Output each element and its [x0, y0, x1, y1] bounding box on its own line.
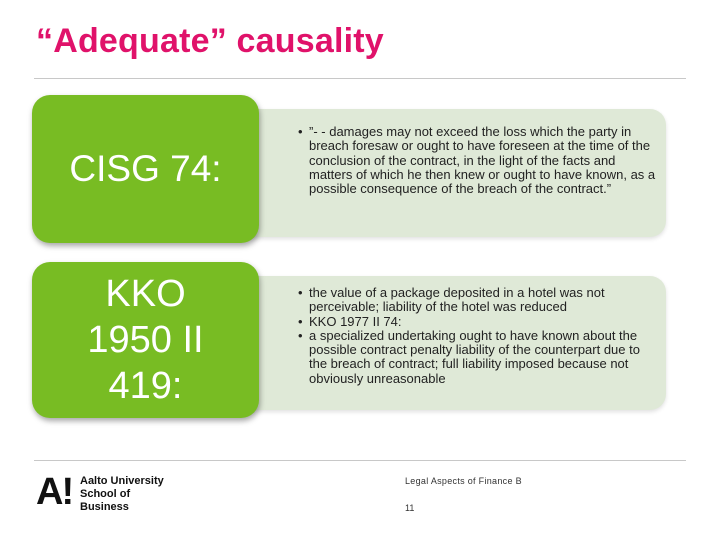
label-box [32, 95, 259, 243]
footer-divider [34, 460, 686, 461]
label-text: CISG 74: [69, 148, 222, 189]
text-box [232, 276, 666, 410]
logo-mark: A! [36, 471, 73, 513]
content-row-kko [32, 262, 666, 418]
bullet-item: • the value of a package deposited in a hotel was not perceivable; liability of the hotel was reduced [298, 286, 656, 315]
content-row-cisg [32, 95, 666, 245]
text-box [232, 109, 666, 237]
footer-course: Legal Aspects of Finance B [405, 476, 522, 486]
bullet-item: • KKO 1977 II 74: [298, 315, 656, 329]
label-text: KKO 1950 II 419: [87, 273, 204, 407]
label-box [32, 262, 259, 418]
page-number: 11 [405, 503, 415, 513]
title-divider [34, 78, 686, 79]
bullet-item: • a specialized undertaking ought to have known about the possible contract penalty liability of the counterpart due to the breach of contract; full liability imposed because not obviously unreasonable [298, 329, 656, 386]
logo-text [80, 475, 176, 514]
aalto-logo [36, 473, 176, 513]
slide-title: “Adequate” causality [36, 22, 384, 60]
bullet-item: • ”- - damages may not exceed the loss which the party in breach foresaw or ought to have foreseen at the time of the conclusion of the contract, in the light of the facts and matters of which he then knew or ought to have known, as a possible consequence of the breach of the contract.” [298, 125, 656, 196]
bullet-list [298, 125, 656, 196]
logo-school: School of Business [80, 488, 131, 513]
logo-university: Aalto University [80, 475, 164, 487]
bullet-list [298, 286, 656, 386]
